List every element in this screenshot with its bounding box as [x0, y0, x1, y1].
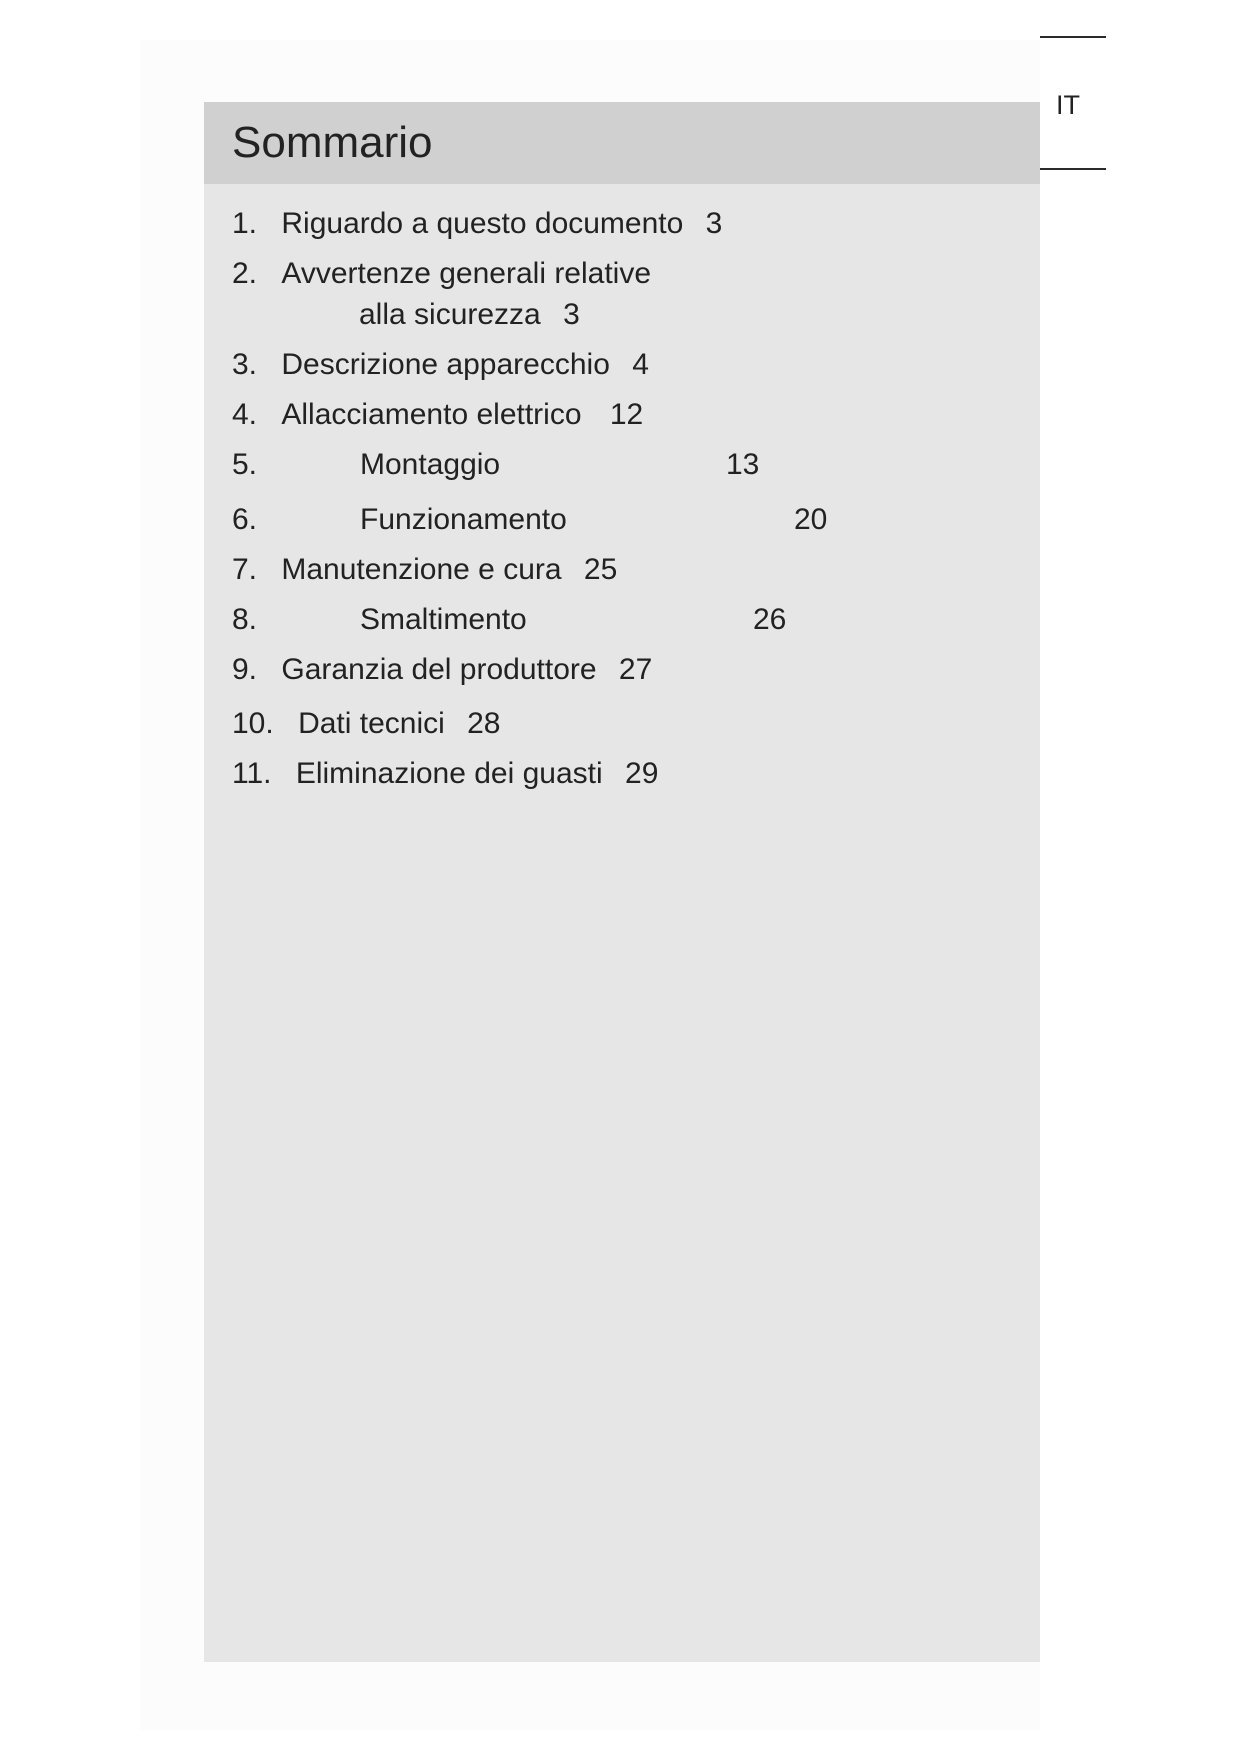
- toc-entry[interactable]: [232, 502, 872, 538]
- toc-entry[interactable]: [232, 552, 617, 588]
- toc-entry[interactable]: [232, 447, 832, 483]
- toc-entry-title: Garanzia del produttore: [281, 653, 597, 686]
- toc-entry-number: 9.: [232, 653, 258, 686]
- toc-entry-page: 25: [583, 553, 618, 586]
- toc-entry-number: 11.: [232, 757, 272, 790]
- toc-entry-number: 2.: [232, 257, 258, 290]
- toc-entry-title: Montaggio: [360, 448, 501, 481]
- language-label: IT: [1056, 90, 1080, 120]
- toc-entry-title: Riguardo a questo documento: [281, 207, 684, 240]
- toc-entry[interactable]: [232, 652, 652, 688]
- toc-entry-title: Descrizione apparecchio: [281, 348, 610, 381]
- toc-entry-title: Eliminazione dei guasti: [295, 757, 603, 790]
- toc-entry-title-continued: alla sicurezza: [359, 298, 541, 331]
- toc-header: [204, 102, 1040, 184]
- toc-entry-page: 27: [618, 653, 653, 686]
- toc-entry-number: 7.: [232, 553, 258, 586]
- toc-entry-number: 5.: [232, 448, 258, 481]
- toc-entry-page: 12: [609, 398, 644, 431]
- toc-entry[interactable]: [232, 347, 649, 383]
- toc-entry[interactable]: [232, 602, 852, 638]
- toc-entry-page: 29: [625, 757, 659, 790]
- toc-entry[interactable]: [232, 206, 722, 242]
- toc-entry-page: 28: [467, 707, 501, 740]
- toc-entry-page: 13: [726, 448, 760, 481]
- toc-entry-page: 26: [753, 603, 787, 636]
- toc-entry-title: Manutenzione e cura: [281, 553, 562, 586]
- toc-entry-title: Funzionamento: [360, 503, 567, 536]
- toc-entry-page: 3: [705, 207, 723, 240]
- table-of-contents: [204, 102, 1040, 1662]
- toc-entry-title: Smaltimento: [360, 603, 527, 636]
- toc-entry[interactable]: [232, 397, 643, 433]
- toc-entry-page: 20: [794, 503, 828, 536]
- toc-entry-number: 10.: [232, 707, 274, 740]
- toc-entry[interactable]: [232, 256, 651, 292]
- toc-entry-title: Allacciamento elettrico: [281, 398, 582, 431]
- toc-entry[interactable]: [232, 756, 658, 792]
- toc-entry-title: Dati tecnici: [298, 707, 445, 740]
- toc-entry-number: 8.: [232, 603, 258, 636]
- toc-entry-page: 4: [632, 348, 649, 381]
- toc-entry-number: 6.: [232, 503, 258, 536]
- toc-entry-page: 3: [563, 298, 580, 331]
- language-tab: [1040, 36, 1106, 170]
- toc-entry-number: 3.: [232, 348, 258, 381]
- toc-entry-number: 1.: [232, 207, 258, 240]
- toc-entry-continuation[interactable]: [359, 297, 580, 333]
- toc-entry[interactable]: [232, 706, 501, 742]
- toc-entry-title: Avvertenze generali relative: [281, 257, 652, 290]
- page-title: Sommario: [232, 118, 433, 167]
- toc-entry-number: 4.: [232, 398, 258, 431]
